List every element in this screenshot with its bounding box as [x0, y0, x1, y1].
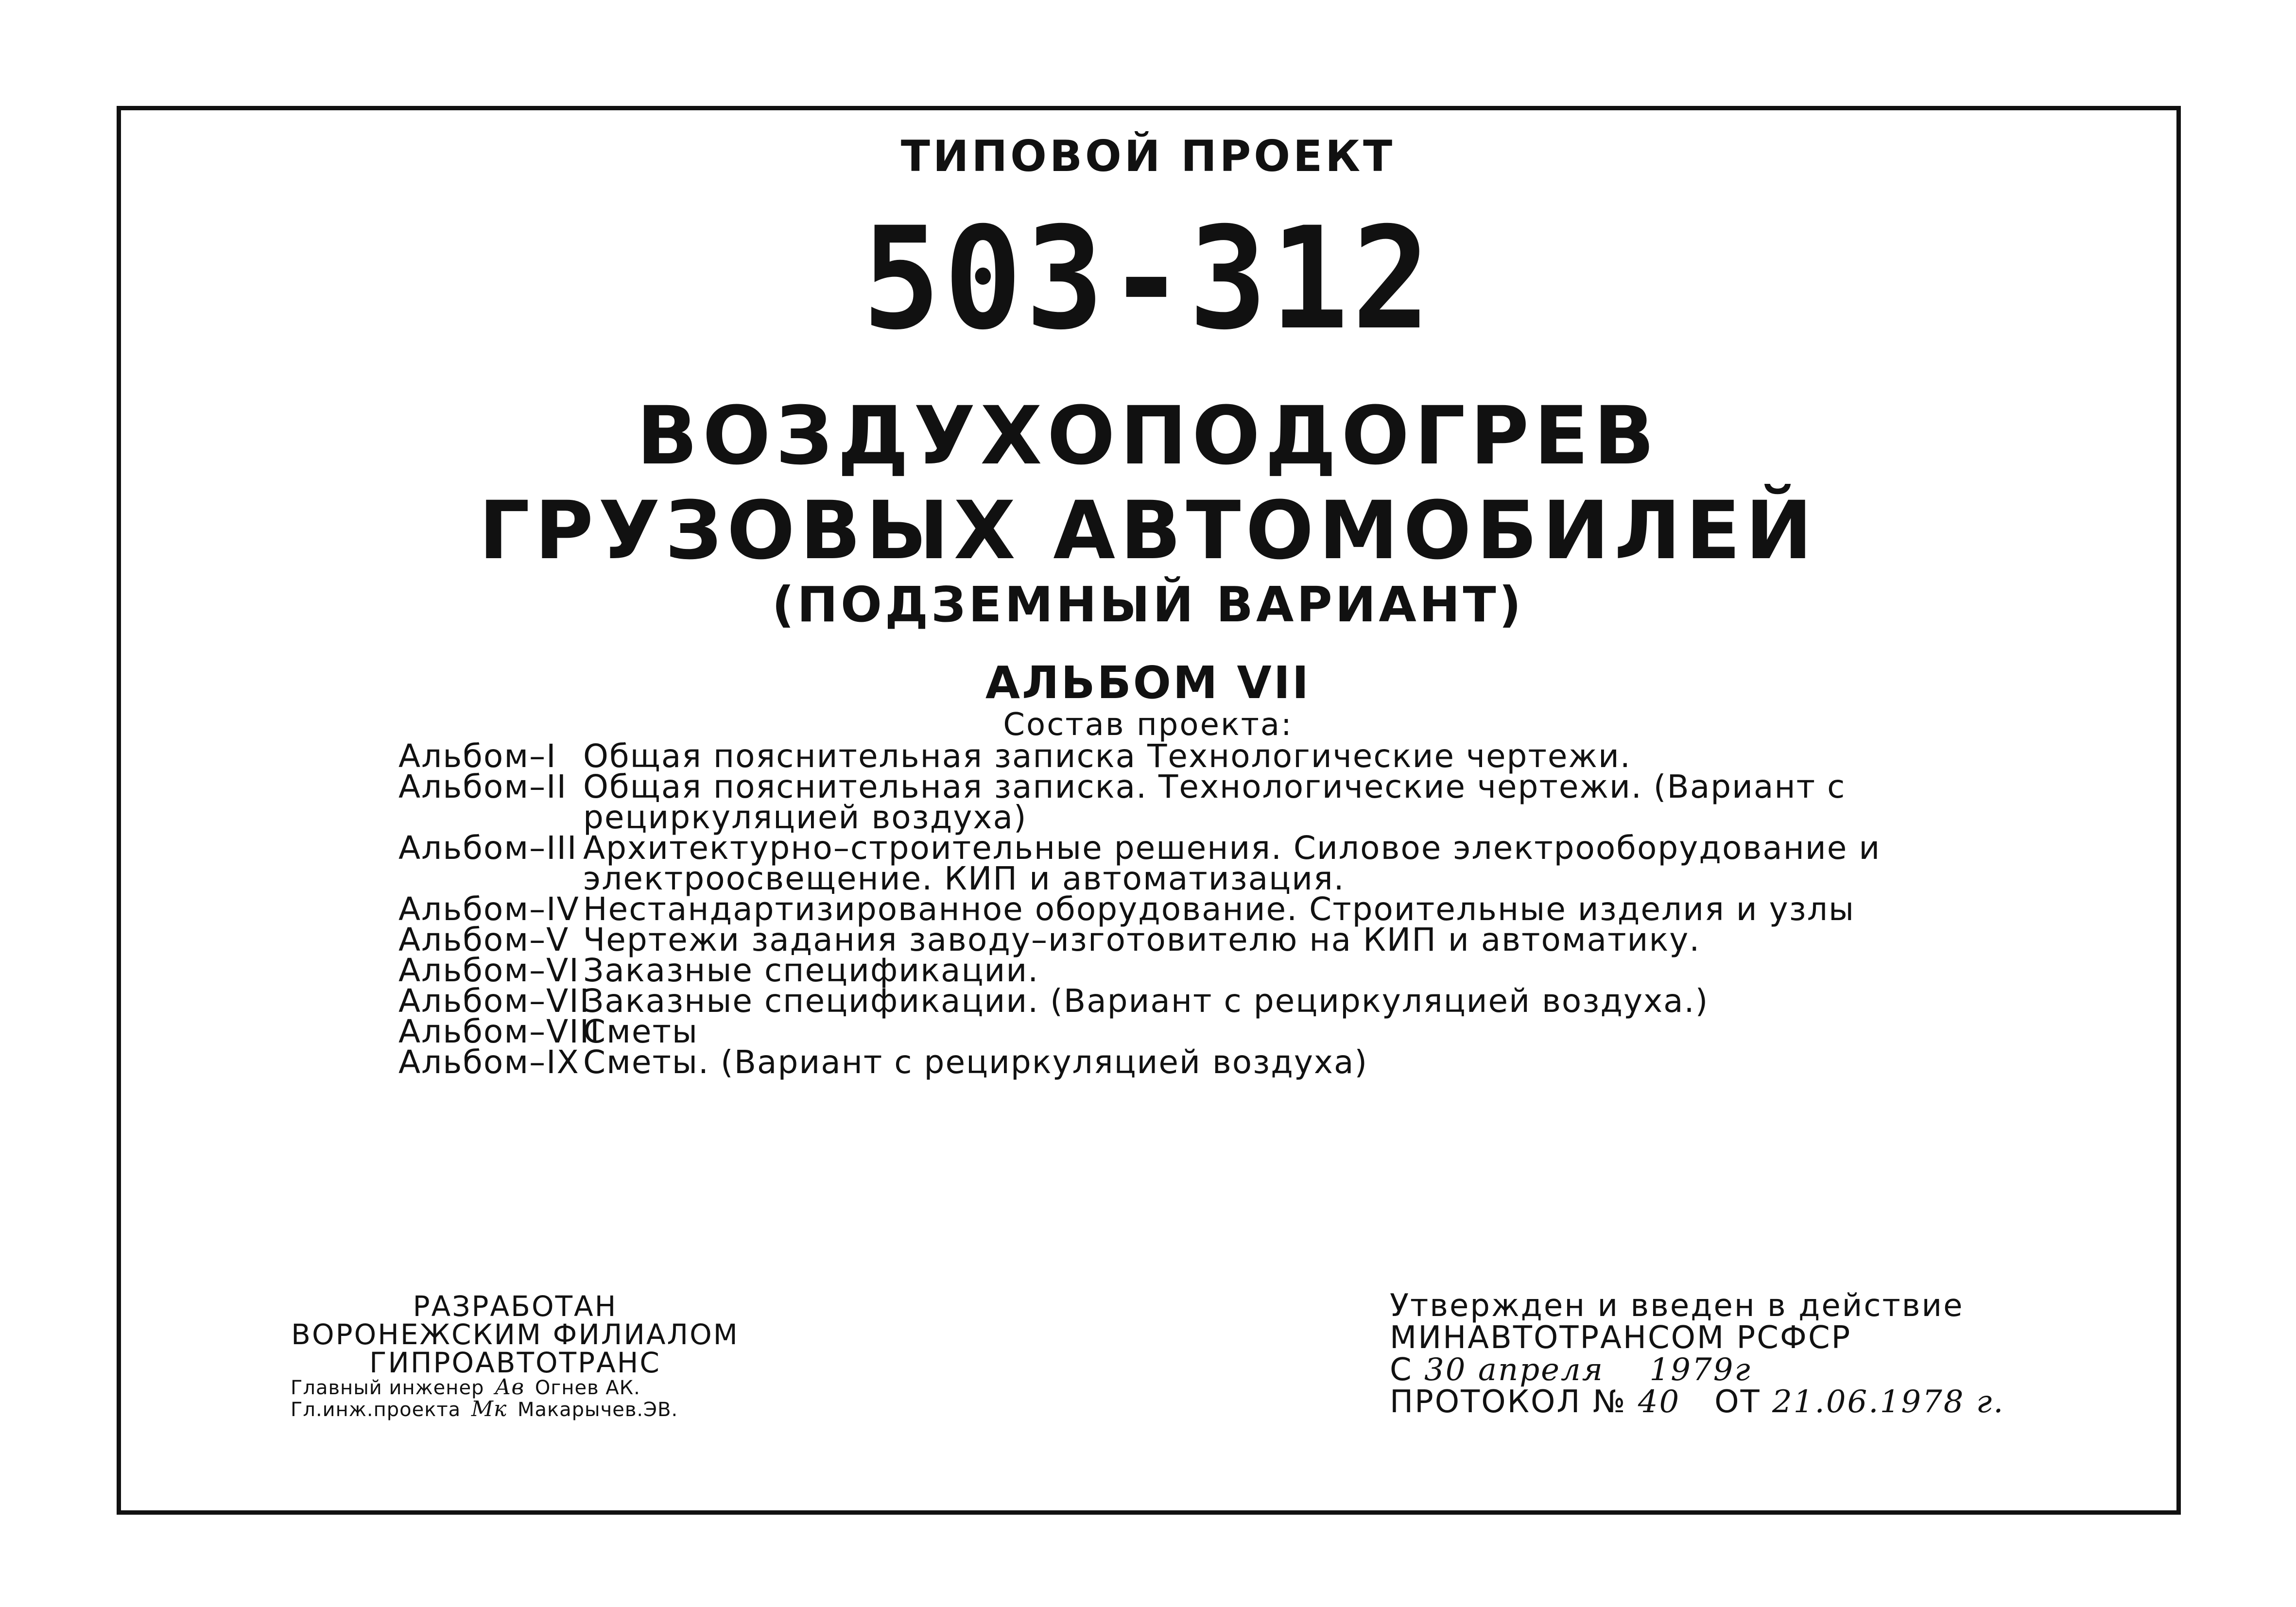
- album-description: Общая пояснительная записка Технологические чертежи.: [583, 737, 1631, 775]
- developer-line-2: ВОРОНЕЖСКИМ ФИЛИАЛОМ: [291, 1318, 739, 1351]
- protocol-number: 40: [1638, 1384, 1681, 1420]
- album-row: [398, 1043, 1881, 1081]
- composition-heading: Состав проекта:: [1003, 707, 1293, 743]
- approval-line-4: [1390, 1386, 2005, 1418]
- album-name: Альбом–VII: [398, 982, 590, 1020]
- album-row: [398, 1013, 1881, 1050]
- album-name: Альбом–V: [398, 921, 570, 958]
- album-row: [398, 737, 1881, 775]
- chief-project-name: Макарычев.ЭВ.: [517, 1399, 678, 1421]
- developer-line-1: РАЗРАБОТАН: [413, 1290, 618, 1323]
- album-heading: АЛЬБОМ VII: [985, 657, 1311, 709]
- chief-engineer-name: Огнев АК.: [535, 1377, 640, 1399]
- album-description: Общая пояснительная записка. Технологические чертежи. (Вариант с: [583, 768, 1846, 805]
- album-description: Сметы. (Вариант с рециркуляцией воздуха): [583, 1043, 1368, 1081]
- chief-project-signature: Мк: [471, 1397, 507, 1421]
- album-description: Заказные спецификации. (Вариант с рециркуляцией воздуха.): [583, 982, 1709, 1020]
- album-row: [398, 952, 1881, 989]
- chief-engineer-line: [287, 1377, 743, 1399]
- album-name: Альбом–IV: [398, 890, 580, 928]
- approval-line-2: МИНАВТОТРАНСОМ РСФСР: [1390, 1320, 1852, 1356]
- album-description: Архитектурно–строительные решения. Силовое электрооборудование и: [583, 829, 1881, 867]
- approval-year: 1979г: [1649, 1352, 1752, 1388]
- album-row: [398, 921, 1881, 958]
- project-number: 503-312: [862, 197, 1434, 361]
- album-name: Альбом–II: [398, 768, 568, 805]
- album-row: [398, 829, 1881, 867]
- series-label: ТИПОВОЙ ПРОЕКТ: [900, 131, 1396, 181]
- approval-date-prefix: С: [1390, 1352, 1413, 1388]
- album-name: Альбом–VIII: [398, 1013, 601, 1050]
- approval-block: [1390, 1290, 2005, 1418]
- chief-project-label: Гл.инж.проекта: [291, 1399, 461, 1421]
- album-row: [398, 768, 1881, 805]
- title-line-1: ВОЗДУХОПОДОГРЕВ: [636, 389, 1660, 482]
- approval-line-3: [1390, 1354, 2005, 1386]
- album-name: Альбом–I: [398, 737, 557, 775]
- chief-project-line: [287, 1399, 743, 1420]
- protocol-label: ПРОТОКОЛ №: [1390, 1384, 1627, 1420]
- approval-date: 30 апреля: [1424, 1352, 1605, 1388]
- chief-engineer-label: Главный инженер: [291, 1377, 484, 1399]
- album-list: [398, 737, 1881, 1081]
- album-name: Альбом–VI: [398, 952, 580, 989]
- protocol-date: 21.06.1978 г.: [1772, 1384, 2005, 1420]
- title-line-2: ГРУЗОВЫХ АВТОМОБИЛЕЙ: [479, 484, 1817, 577]
- album-description: Чертежи задания заводу–изготовителю на КИП и автоматику.: [583, 921, 1701, 958]
- album-row: [398, 982, 1881, 1020]
- chief-engineer-signature: Ав: [495, 1375, 525, 1400]
- approval-line-1: Утвержден и введен в действие: [1390, 1288, 1964, 1324]
- album-description: Нестандартизированное оборудование. Строительные изделия и узлы: [583, 890, 1855, 928]
- developer-block: [287, 1292, 743, 1420]
- album-description-continued: электроосвещение. КИП и автоматизация.: [583, 860, 1345, 897]
- album-description-continued: рециркуляцией воздуха): [583, 799, 1027, 836]
- album-row: [398, 890, 1881, 928]
- protocol-date-prefix: ОТ: [1714, 1384, 1761, 1420]
- album-name: Альбом–III: [398, 829, 578, 867]
- developer-line-3: ГИПРОАВТОТРАНС: [369, 1346, 661, 1379]
- album-description: Заказные спецификации.: [583, 952, 1039, 989]
- album-name: Альбом–IX: [398, 1043, 580, 1081]
- subtitle: (ПОДЗЕМНЫЙ ВАРИАНТ): [772, 576, 1524, 633]
- album-description: Сметы: [583, 1013, 699, 1050]
